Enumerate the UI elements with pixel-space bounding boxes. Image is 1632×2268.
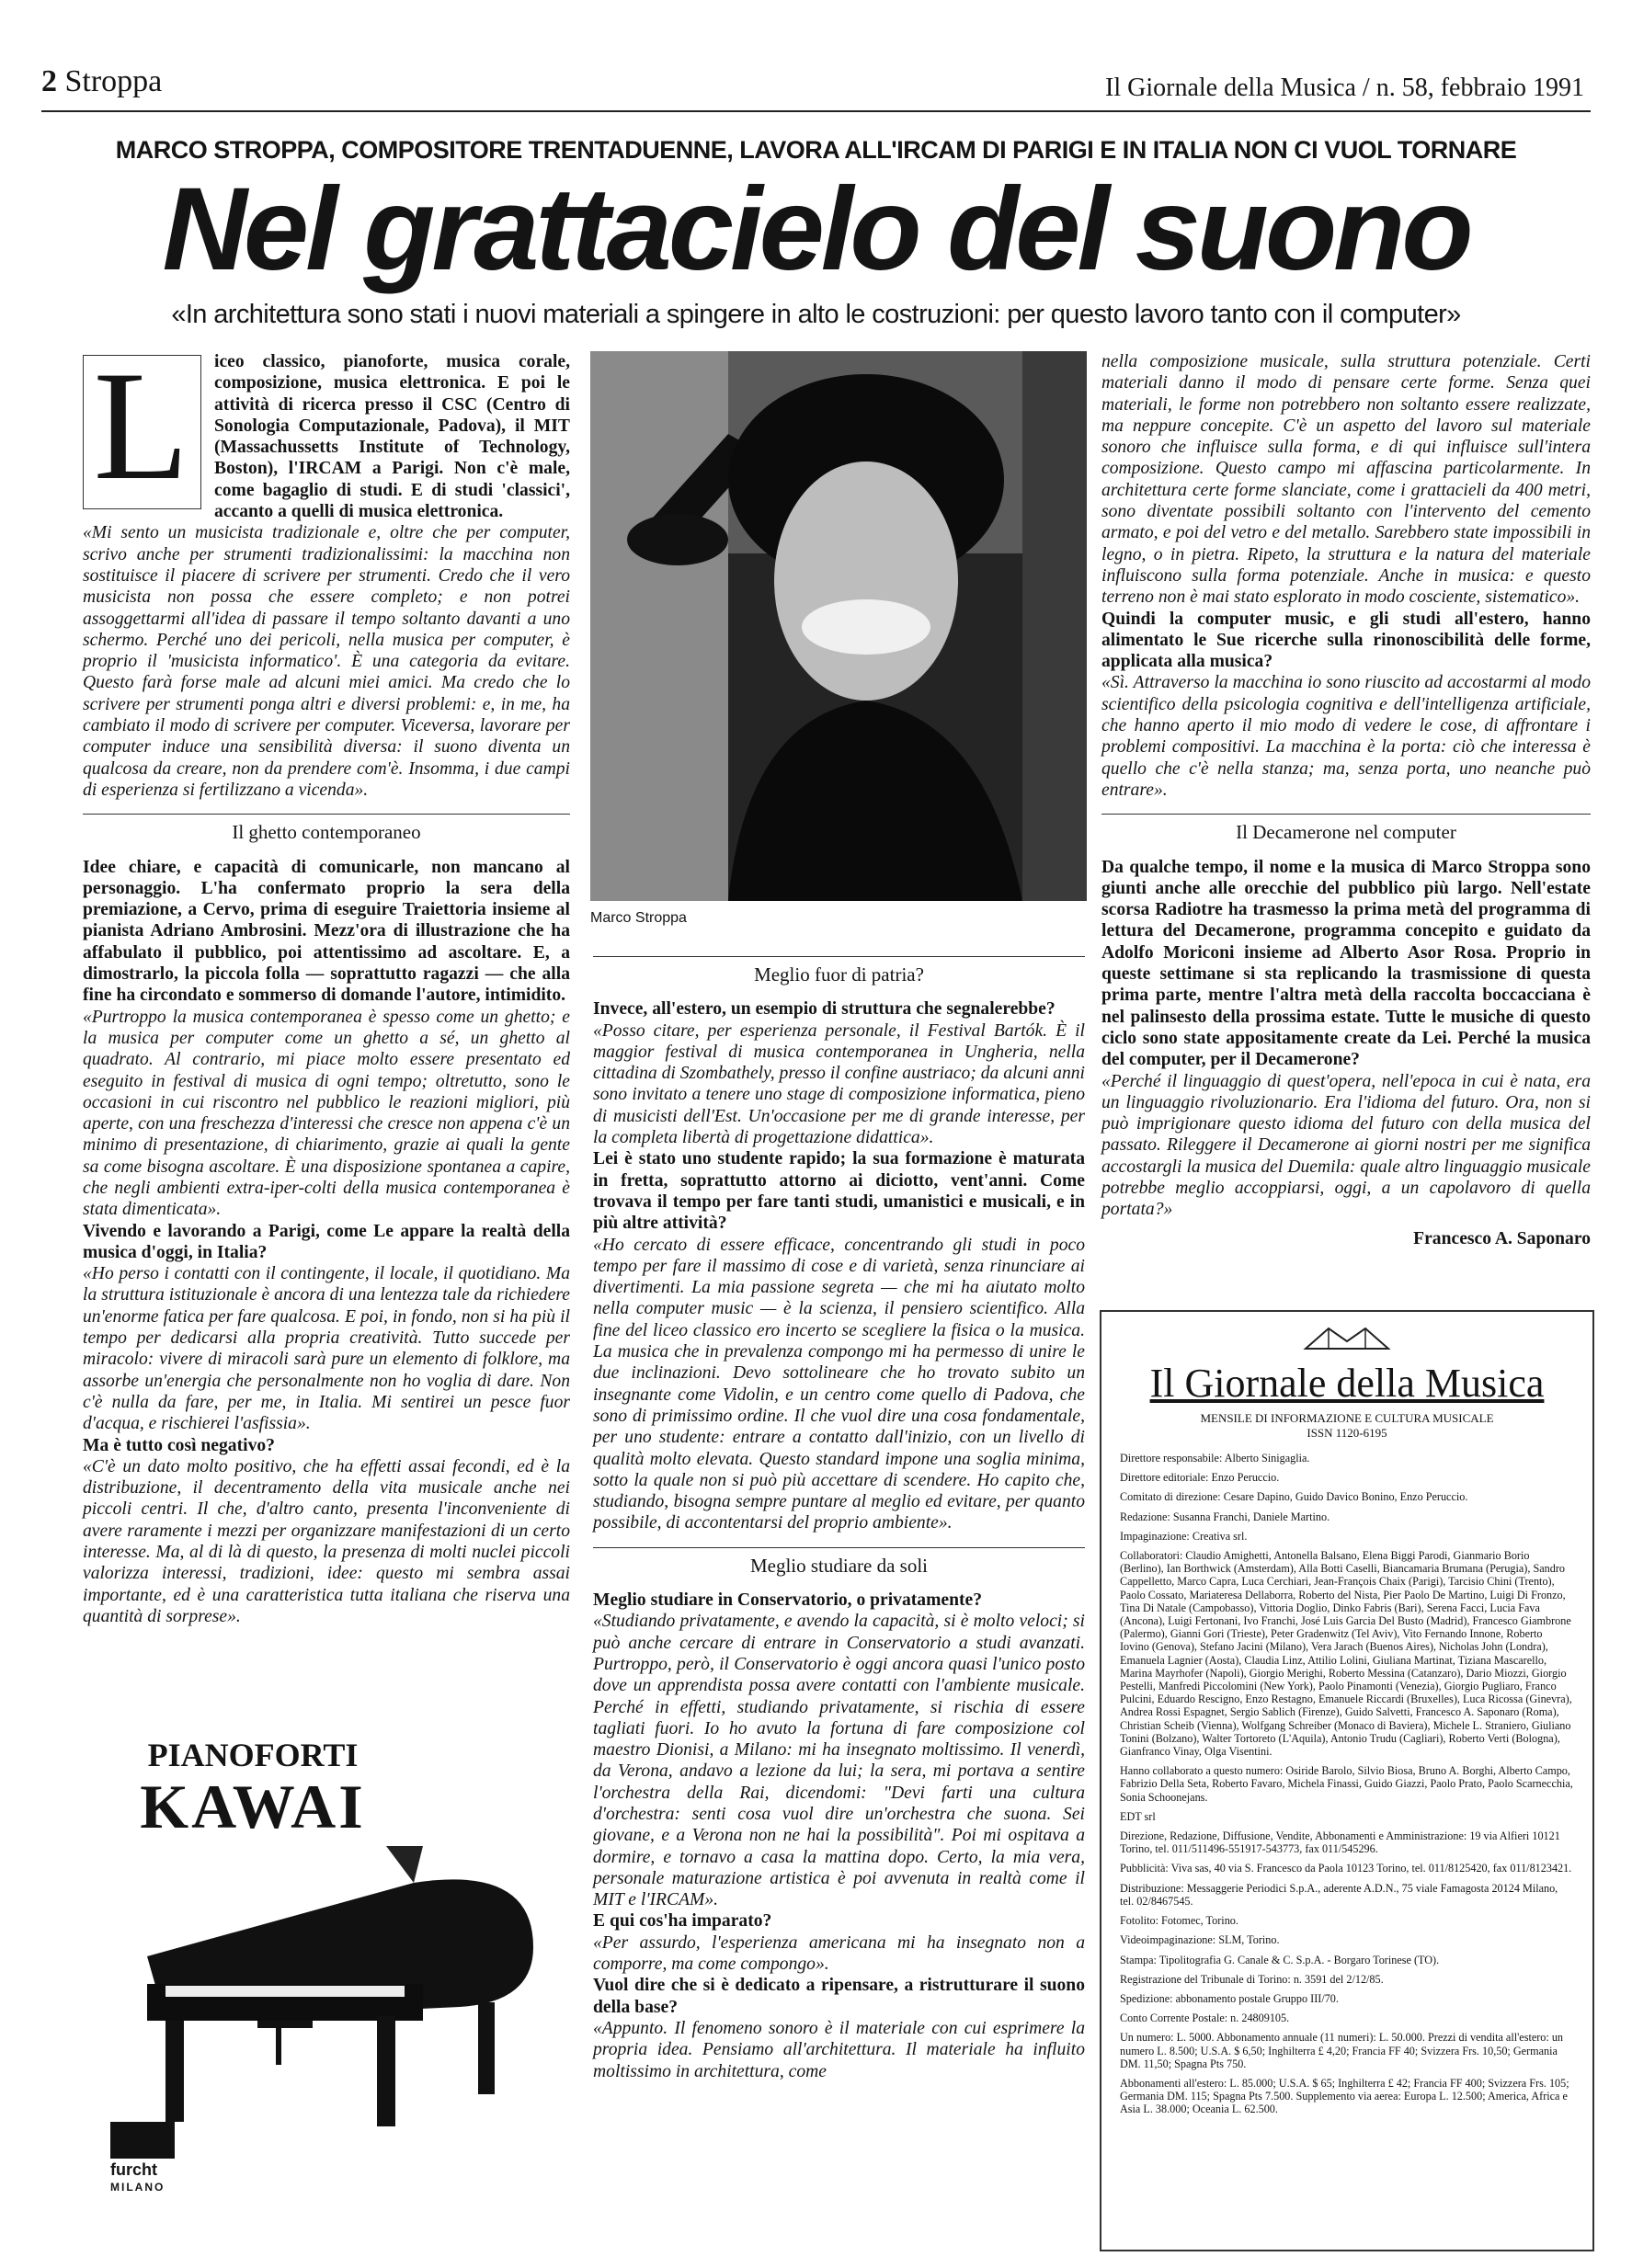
bold-paragraph: Idee chiare, e capacità di comunicarle, non mancano al personaggio. L'ha confermato proprio la sera della premiazione, a Cervo, prima di eseguire Traiettoria insieme al pianista Adriano Ambrosini. Mezz'ora di illustrazione che ha affabulato il pubblico, poi attentissimo ad ascoltare. E, a dimostrarlo, la piccola folla — soprattutto ragazzi — che alla fine ha circondato e sommerso di domande l'autore, intimidito. [83,857,570,1006]
box-subtitle-text: MENSILE DI INFORMAZIONE E CULTURA MUSICALE [1200,1411,1494,1425]
quote-paragraph: «Ho perso i contatti con il contingente, il locale, il quotidiano. Ma la struttura istituzionale è ancora di una lentezza tale da richiedere un'enorme fatica per fare qualcosa. E poi, in fondo, non si ha più il tempo per dedicarsi alla propria creatività. Tutto succede per miracolo: vivere di miracoli sarà pure un elemento di folklore, ma assorbe un'energia che personalmente non ho voglia di dare. Non c'è nulla da fare, per me, in Italia. Mi sentirei un pesce fuor d'acqua, e rischierei l'asfissia». [83,1264,570,1434]
credit-line: Conto Corrente Postale: n. 24809105. [1120,2012,1290,2025]
question: Invece, all'estero, un esempio di struttura che segnalerebbe? [593,999,1056,1020]
credit-line: Fotolito: Fotomec, Torino. [1120,1914,1238,1928]
grand-piano-icon [110,1846,552,2140]
credit-line: Impaginazione: Creativa srl. [1120,1529,1248,1543]
question: Vivendo e lavorando a Parigi, come Le appare la realtà della musica d'oggi, in Italia? [83,1221,570,1262]
photo-caption: Marco Stroppa [590,910,687,926]
intro-paragraph: iceo classico, pianoforte, musica corale, composizione, musica elettronica. E poi le attività di ricerca presso il CSC (Centro di Sonologia Computazionale, Padova), il MIT (Massachussetts Institute of Technology, Boston), l'IRCAM a Parigi. Non c'è male, come bagaglio di studi. E di studi 'classici', accanto a quelli di musica elettronica. [214,352,570,522]
credit-line: Stampa: Tipolitografia G. Canale & C. S.p.A. - Borgaro Torinese (TO). [1120,1953,1440,1966]
dealer-city: MILANO [110,2181,165,2194]
quote-paragraph: «C'è un dato molto positivo, che ha effetti assai fecondi, ed è la distribuzione, il decentramento della vita musicale anche nei piccoli centri. Il che, d'altro canto, presenta l'inconveniente di avere raramente i mezzi per organizzare manifestazioni di un certo interesse. Ma, al di là di questo, la presenza di molti nuclei piccoli valorizza interessi, tradizioni, idee: questo mi sembra assai importante, ed è una caratteristica tutta italiana che riserva una quantità di sorprese». [83,1456,570,1626]
portrait-image [590,351,1087,901]
credit-line: Pubblicità: Viva sas, 40 via S. Francesco da Paola 10123 Torino, tel. 011/8125420, fax 011/8123421. [1120,1862,1572,1875]
credit-line: Registrazione del Tribunale di Torino: n. 3591 del 2/12/85. [1120,1972,1384,1986]
credit-line: Hanno collaborato a questo numero: Osiride Barolo, Silvio Biosa, Bruno A. Borghi, Alberto Campo, Fabrizio Della Seta, Roberto Favaro, Michela Finassi, Guido Giazzi, Paolo Prato, Paolo Scarnecchia, Sonia Schoonejans. [1120,1764,1573,1804]
dropcap: L [83,355,201,509]
portrait-photo [590,351,1087,901]
answer: «Appunto. Il fenomeno sonoro è il materiale con cui esprimere la propria idea. Pensiamo all'architettura. Il materiale ha influito moltissimo in architettura, come [593,2018,1085,2081]
answer: «Sì. Attraverso la macchina io sono riuscito ad accostarmi al modo scientifico della psicologia cognitiva e dell'intelligenza artificiale, che hanno aperto il mio modo di vedere le cose, di affrontare i problemi compositivi. La macchina è la porta: ciò che interessa è quello che c'è nella stanza; ma, senza porta, uno neanche può entrare». [1101,673,1591,800]
question: Lei è stato uno studente rapido; la sua formazione è maturata in fretta, soprattutto attorno ai diciotto, vent'anni. Come trovava il tempo per fare tanti studi, umanistici e musicali, e in più altre attività? [593,1149,1085,1234]
column-2 [593,956,1085,2082]
box-credits [1120,1452,1574,2123]
answer: «Studiando privatamente, e avendo la capacità, si è molto veloci; si può anche cercare di entrare in Conservatorio a studi avanzati. Purtroppo, però, il Conservatorio è oggi ancora quasi l'unico posto dove un apprendista possa avere contatti con l'ambiente musicale. Perché in effetti, studiando privatamente, si rischia di essere tagliati fuori. Io ho avuto la fortuna di fare composizione col maestro Dionisi, a Milano: mi ha insegnato moltissimo. Il venerdì, da Verona, andavo a lezione da lui; la sera, mi portava a sentire l'orchestra della Rai, dicendomi: "Devi farti una cultura d'orchestra: senti cosa vuol dire un'orchestra che suona. Sei giovane, e a Verona non ne hai la possibilità". Poi mi ospitava a dormire, e tornavo a casa la mattina dopo. Certo, la mia vera, personale maturazione artistica è poi avvenuta in realtà come il MIT e l'IRCAM». [593,1612,1085,1910]
quote-paragraph: «Purtroppo la musica contemporanea è spesso come un ghetto; e la musica per computer come un ghetto a sé, un ghetto al quadrato. Al contrario, mi piace molto essere presentato ed eseguito in festival di musica di ogni tempo; oltretutto, sono le occasioni in cui riscontro nel pubblico le reazioni migliori, più aperte, con una freschezza d'interessi che cresce non appena c'è un minimo di presentazione, di chiarimento, grazie ai quali la gente sa come bisogna ascoltare. È una disposizione spontanea a capire, che negli ambienti extra-iper-colti della musica contemporanea è stata dimenticata». [83,1007,570,1220]
box-issn: ISSN 1120-6195 [1307,1426,1387,1440]
section-name: Stroppa [64,64,163,98]
answer: «Posso citare, per esperienza personale, il Festival Bartók. È il maggior festival di musica contemporanea in Ungheria, nella cittadina di Szombathely, presso il confine austriaco; da alcuni anni sono invitato a tenere uno stage di composizione informatica, pieno di musicisti dell'Est. Un'occasione per me di grande interesse, per la completa libertà di progettazione didattica». [593,1020,1085,1148]
credit-line: Comitato di direzione: Cesare Dapino, Guido Davico Bonino, Enzo Peruccio. [1120,1490,1468,1504]
masthead-box [1100,1310,1594,2251]
question: Meglio studiare in Conservatorio, o privatamente? [593,1590,983,1611]
credit-line: Videoimpaginazione: SLM, Torino. [1120,1933,1280,1947]
question: E qui cos'ha imparato? [593,1911,772,1932]
credit-line: Direttore editoriale: Enzo Peruccio. [1120,1471,1280,1485]
box-title: Il Giornale della Musica [1149,1361,1545,1406]
credit-line: Spedizione: abbonamento postale Gruppo III/70. [1120,1991,1339,2005]
logo-emblem-icon [1301,1321,1393,1354]
credit-line: Direttore responsabile: Alberto Sinigaglia. [1120,1452,1310,1465]
headline: Nel grattacielo del suono [162,164,1470,295]
question: Quindi la computer music, e gli studi all'estero, hanno alimentato le Sue ricerche sulla rinonoscibilità delle forme, applicata alla musica? [1101,609,1591,672]
column-3 [1101,351,1591,1249]
credit-line: Direzione, Redazione, Diffusione, Vendite, Abbonamenti e Amministrazione: 19 via Alfieri 10121 Torino, tel. 011/511496-551917-543773, fax 011/545296. [1120,1829,1560,1856]
column-1 [83,339,570,1627]
credit-line: Collaboratori: Claudio Amighetti, Antonella Balsano, Elena Biggi Parodi, Gianmario Borio (Berlino), Ian Borthwick (Amsterdam), Alla Botti Caselli, Biancamaria Brumana (Perugia), Sandro Cappelletto, Marco Capra, Luca Cerchiari, Jean-François Chaix (Parigi), Tarcisio Chini (Trento), Paolo Cossato, Mariateresa Dellaborra, Roberto del Nista, Pier Paolo De Martino, Luigi Di Fronzo, Tina Di Natale (Campobasso), Vittoria Doglio, Dinko Fabris (Bari), Serena Facci, Lucia Fava (Ancona), Luigi Fertonani, Ivo Franchi, José Luis Garcia Del Busto (Madrid), Francesco Giambrone (Palermo), Gianni Gori (Trieste), Peter Gradenwitz (Tel Aviv), Vito Fernando Innone, Roberto Iovino (Genova), Stefano Jacini (Milano), Vera Jarach (Buenos Aires), Nicholas John (Londra), Emanuela Lagnier (Aosta), Claudia Linz, Attilio Lolini, Giuliana Martinat, Tiziana Mascarello, Marina Mayrhofer (Napoli), Giorgio Merighi, Roberto Messina (Catanzaro), Dario Miozzi, Giorgio Pestelli, Manfredi Piccolomini (New York), Paolo Pinamonti (Venezia), Giorgio Pugliaro, Franco Pulcini, Eduardo Rescigno, Enzo Restagno, Emanuele Riccardi (Bruxelles), Luca Ricossa (Ginevra), Andrea Rossi Espagnet, Sergio Sablich (Firenze), Guido Salvetti, Francesco A. Saponaro (Roma), Christian Scheib (Vienna), Wolfgang Schreiber (Monaco di Baviera), Michele L. Straniero, Giuliano Tonini (Bolzano), Walter Tortoreto (L'Aquila), Antonio Trudu (Cagliari), Roberto Verti (Bologna), Gianfranco Vinay, Olga Visentini. [1120,1549,1572,1759]
answer: «Per assurdo, l'esperienza americana mi ha insegnato non a comporre, ma come compongo». [593,1932,1085,1975]
question: Ma è tutto così negativo? [83,1435,275,1455]
section-heading: Il ghetto contemporaneo [83,814,570,843]
quote-paragraph: «Mi sento un musicista tradizionale e, oltre che per computer, scrivo anche per strumenti tradizionalissimi: la macchina non sostituisce il piacere di scrivere per strumenti. Credo che il vero musicista non possa che essere completo; e non potrei assoggettarmi all'idea di passare il tempo soltanto davanti a uno schermo. Perché uno dei pericoli, nella musica per computer, è proprio il 'musicista informatico'. È una categoria da evitare. Questo farà forse male ad alcuni miei amici. Ma credo che lo scrivere per strumenti ponga altri e diversi problemi: e, in me, ha cambiato il modo di scrivere per computer. Viceversa, lavorare per computer induce una sensibilità diversa: il suono diventa un qualcosa da creare, non da prendere com'è. Insomma, i due campi di esperienza si fertilizzano a vicenda». [83,523,570,800]
answer: «Perché il linguaggio di quest'opera, nell'epoca in cui è nata, era un linguaggio rivoluzionario. Era l'idioma del futuro. Ora, non si può imprigionare questo idioma del futuro con della musica del passato. Rileggere il Decamerone ai giorni nostri per me significa accostargli la musica del Duemila: quale altro linguaggio musicale potrebbe meglio accoppiarsi, oggi, a un capolavoro di quella portata?» [1101,1071,1591,1220]
bold-paragraph: Da qualche tempo, il nome e la musica di Marco Stroppa sono giunti anche alle orecchie del pubblico più largo. Nell'estate scorsa Radiotre ha trasmesso la prima metà del programma di lettura del Decamerone, programma concepito e guidato da Adolfo Moriconi insieme ad Alberto Asor Rosa. Proprio in queste settimane si sta replicando la trasmissione di questa prima parte, mentre l'altra metà della raccolta boccacciana è nel palinsesto della prossima estate. Tutte le musiche di questo ciclo sono state appositamente create da Lei. Perché la musica del computer, per il Decamerone? [1101,857,1591,1070]
byline: Francesco A. Saponaro [1413,1228,1591,1248]
question: Vuol dire che si è dedicato a ripensare, a ristrutturare il suono della base? [593,1976,1085,2017]
kicker: MARCO STROPPA, COMPOSITORE TRENTADUENNE, LAVORA ALL'IRCAM DI PARIGI E IN ITALIA NON CI VUOL TORNARE [115,136,1517,164]
credit-line: Un numero: L. 5000. Abbonamento annuale (11 numeri): L. 50.000. Prezzi di vendita all'estero: un numero L. 8.500; U.S.A. $ 6,50; Inghilterra £ 4,20; Francia FF 40; Svizzera Frs. 10,50; Germania DM. 11,50; Spagna Pts 750. [1120,2031,1564,2070]
answer: nella composizione musicale, sulla struttura potenziale. Certi materiali danno il modo di pensare certe forme. Senza quei materiali, le forme non potrebbero non soltanto essere realizzate, ma neppure concepite. C'è un aspetto del lavoro sul materiale sonoro che influisce sulla forma, e di qui influisce sull'intera composizione. Questo campo mi affascina particolarmente. In architettura certe forme slanciate, come i grattacieli da 400 metri, sono diventate possibili soltanto con l'intervento del cemento armato, e poi del vetro e del metallo. Sarebbero state impossibili in legno, o in pietra. Ripeto, la struttura e la natura del materiale influiscono sulla forma potenziale. Anche in musica: e questo terreno non è mai stato esplorato in modo cosciente, sistematico». [1101,352,1591,608]
top-rule [41,110,1591,112]
page-number: 2 Stroppa [41,64,163,98]
piano-logo-icon [110,2122,175,2159]
answer: «Ho cercato di essere efficace, concentrando gli studi in poco tempo per fare il massimo di cose e di varietà, senza rinunciare ai divertimenti. La mia passione segreta — che mi ha aiutato molto nella computer music — è la scienza, il pensiero scientifico. Alla fine del liceo classico ero incerto se scegliere la fisica o la musica. La musica che in prevalenza compongo mi ha permesso di unire le due inclinazioni. Devo sottolineare che ho trovato subito un insegnante come Vidolin, e un centro come quello di Padova, che sono di primissimo ordine. Il che vuol dire una cosa fondamentale, per uno studente: entrare a contatto dall'inizio, con un livello di qualità molto elevata. Questo standard impone una soglia minima, sotto la quale non si può più accettare di scendere. Ho capito che, studiando, bisogna sempre puntare al meglio ed evitare, per quanto possibile, di accontentarsi del proprio ambiente». [593,1235,1085,1533]
publication-line: Il Giornale della Musica / n. 58, febbraio 1991 [1105,74,1584,102]
credit-line: Redazione: Susanna Franchi, Daniele Martino. [1120,1510,1330,1523]
box-subtitle [1101,1411,1592,1441]
ad-line-1: PIANOFORTI [147,1737,359,1773]
subhead: «In architettura sono stati i nuovi materiali a spingere in alto le costruzioni: per questo lavoro tanto con il computer» [171,300,1461,329]
section-heading: Il Decamerone nel computer [1101,814,1591,843]
section-heading: Meglio studiare da soli [593,1547,1085,1577]
credit-line: Distribuzione: Messaggerie Periodici S.p.A., aderente A.D.N., 75 viale Famagosta 20124 Milano, tel. 02/8467545. [1120,1881,1558,1908]
ad-line-2: KAWAI [140,1772,366,1841]
dealer-name: furcht [110,2160,157,2179]
credit-line: EDT srl [1120,1809,1156,1823]
section-heading: Meglio fuor di patria? [593,956,1085,986]
piano-advertisement [83,1690,570,2194]
credit-line: Abbonamenti all'estero: L. 85.000; U.S.A. $ 65; Inghilterra £ 42; Francia FF 400; Svizzera Frs. 105; Germania DM. 115; Spagna Pts 7.500. Supplemento via aerea: Europa L. 12.500; America, Africa e Asia L. 38.000; Oceania L. 62.500. [1120,2076,1569,2116]
